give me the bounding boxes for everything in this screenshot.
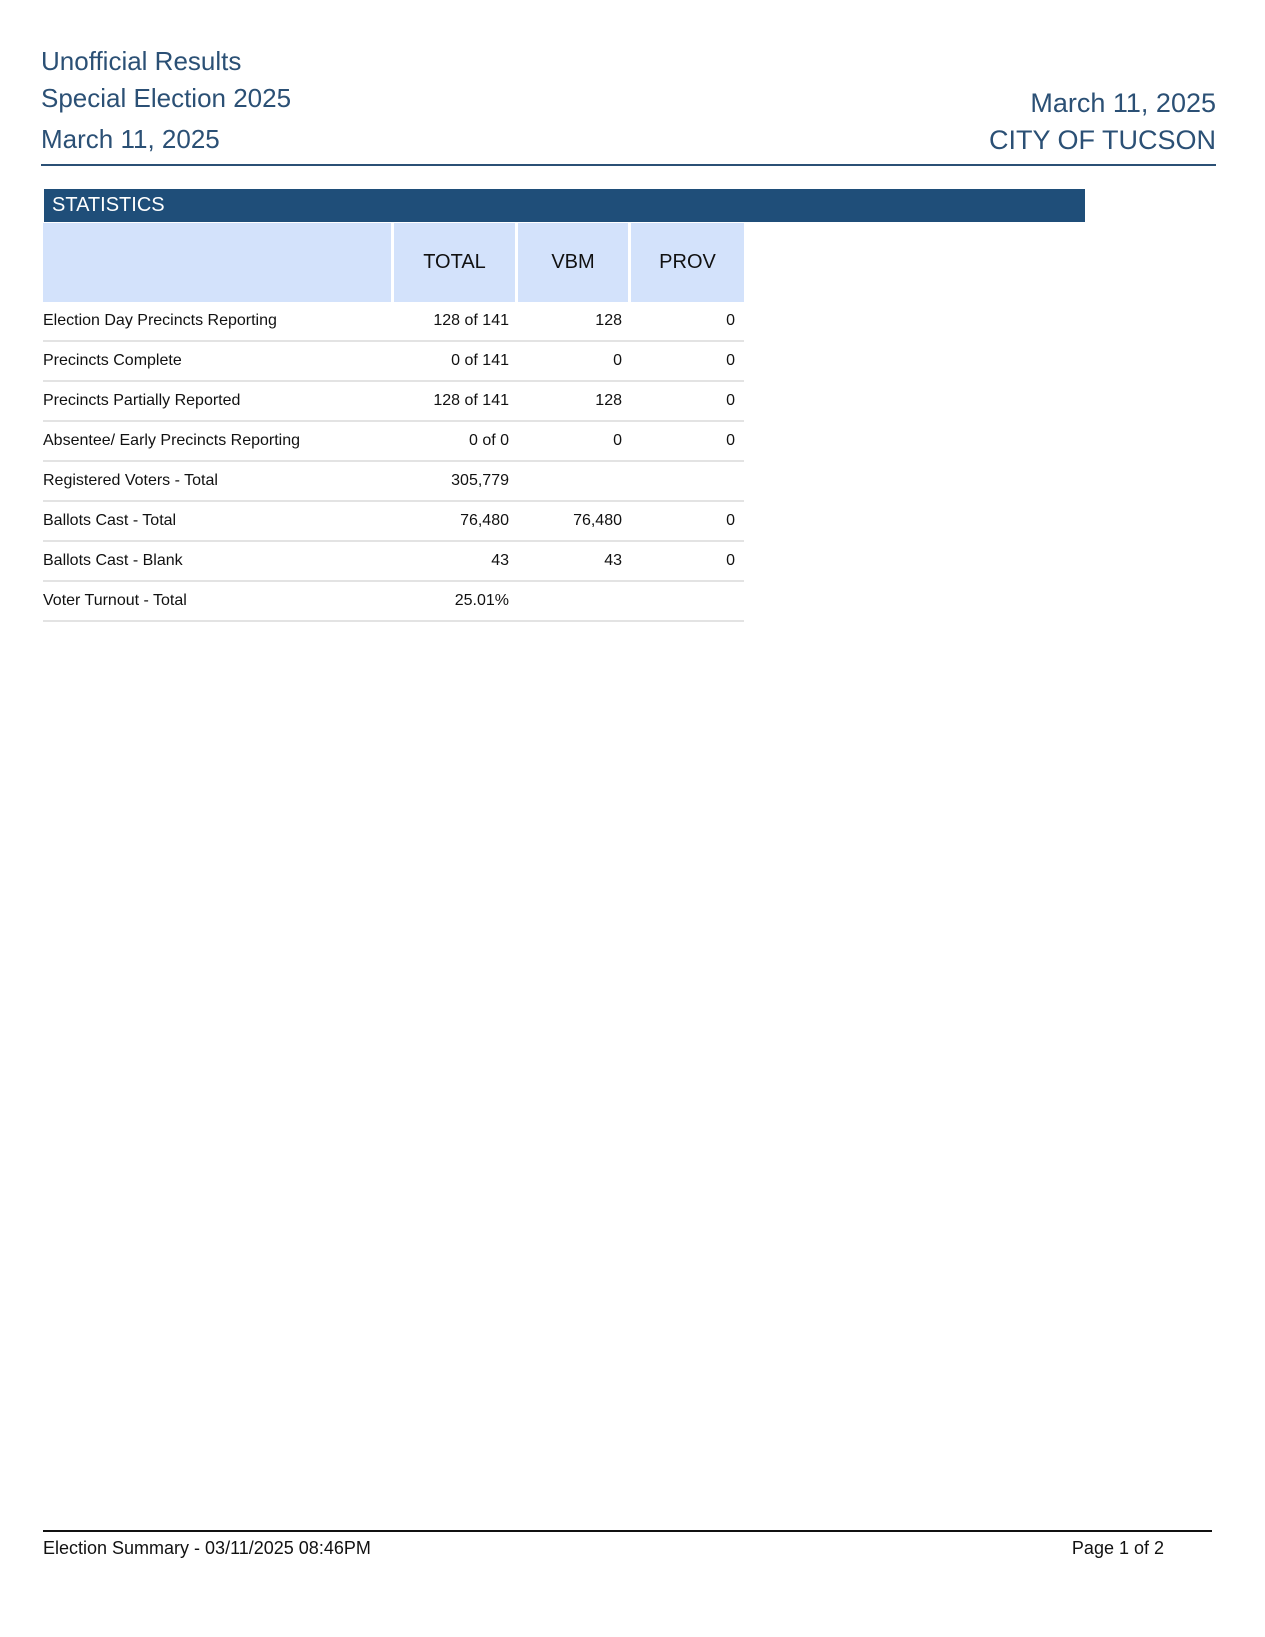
row-total: 43 — [394, 542, 518, 582]
row-vbm: 0 — [518, 342, 631, 382]
row-vbm — [518, 582, 631, 622]
table-row — [43, 342, 744, 382]
row-prov — [631, 462, 744, 502]
report-header-left — [41, 44, 291, 159]
row-vbm: 128 — [518, 382, 631, 422]
row-label: Election Day Precincts Reporting — [43, 302, 394, 342]
row-vbm: 128 — [518, 302, 631, 342]
footer-report-info: Election Summary - 03/11/2025 08:46PM — [43, 1538, 371, 1558]
row-label: Ballots Cast - Total — [43, 502, 394, 542]
row-total: 0 of 0 — [394, 422, 518, 462]
row-total: 128 of 141 — [394, 302, 518, 342]
row-total: 76,480 — [394, 502, 518, 542]
report-header-right — [989, 86, 1216, 160]
table-row — [43, 302, 744, 342]
row-prov: 0 — [631, 502, 744, 542]
row-total: 128 of 141 — [394, 382, 518, 422]
table-row — [43, 502, 744, 542]
row-label: Absentee/ Early Precincts Reporting — [43, 422, 394, 462]
jurisdiction-name: CITY OF TUCSON — [988, 125, 1216, 155]
row-vbm: 43 — [518, 542, 631, 582]
row-vbm: 76,480 — [518, 502, 631, 542]
row-label: Ballots Cast - Blank — [43, 542, 394, 582]
row-total: 0 of 141 — [394, 342, 518, 382]
row-total: 305,779 — [394, 462, 518, 502]
row-total: 25.01% — [394, 582, 518, 622]
column-header-label — [43, 223, 394, 302]
page-number: Page 1 of 2 — [1071, 1538, 1164, 1558]
table-row — [43, 382, 744, 422]
row-prov — [631, 582, 744, 622]
row-vbm: 0 — [518, 422, 631, 462]
row-prov: 0 — [631, 342, 744, 382]
row-label: Precincts Complete — [43, 342, 394, 382]
row-label: Voter Turnout - Total — [43, 582, 394, 622]
column-header-vbm: VBM — [518, 223, 631, 302]
statistics-table — [43, 223, 744, 622]
section-title-bar: STATISTICS — [44, 189, 1085, 222]
table-header-row — [43, 223, 744, 302]
row-prov: 0 — [631, 422, 744, 462]
column-header-total: TOTAL — [394, 223, 518, 302]
row-label: Precincts Partially Reported — [43, 382, 394, 422]
election-date: March 11, 2025 — [41, 124, 220, 154]
header-divider — [41, 164, 1216, 166]
row-vbm — [518, 462, 631, 502]
footer-divider — [43, 1530, 1212, 1532]
table-row — [43, 462, 744, 502]
election-name: Special Election 2025 — [41, 83, 292, 113]
report-title: Unofficial Results — [41, 46, 242, 76]
row-prov: 0 — [631, 302, 744, 342]
row-prov: 0 — [631, 542, 744, 582]
table-row — [43, 422, 744, 462]
table-row — [43, 542, 744, 582]
column-header-prov: PROV — [631, 223, 744, 302]
row-prov: 0 — [631, 382, 744, 422]
row-label: Registered Voters - Total — [43, 462, 394, 502]
table-row — [43, 582, 744, 622]
header-date: March 11, 2025 — [1030, 88, 1216, 118]
